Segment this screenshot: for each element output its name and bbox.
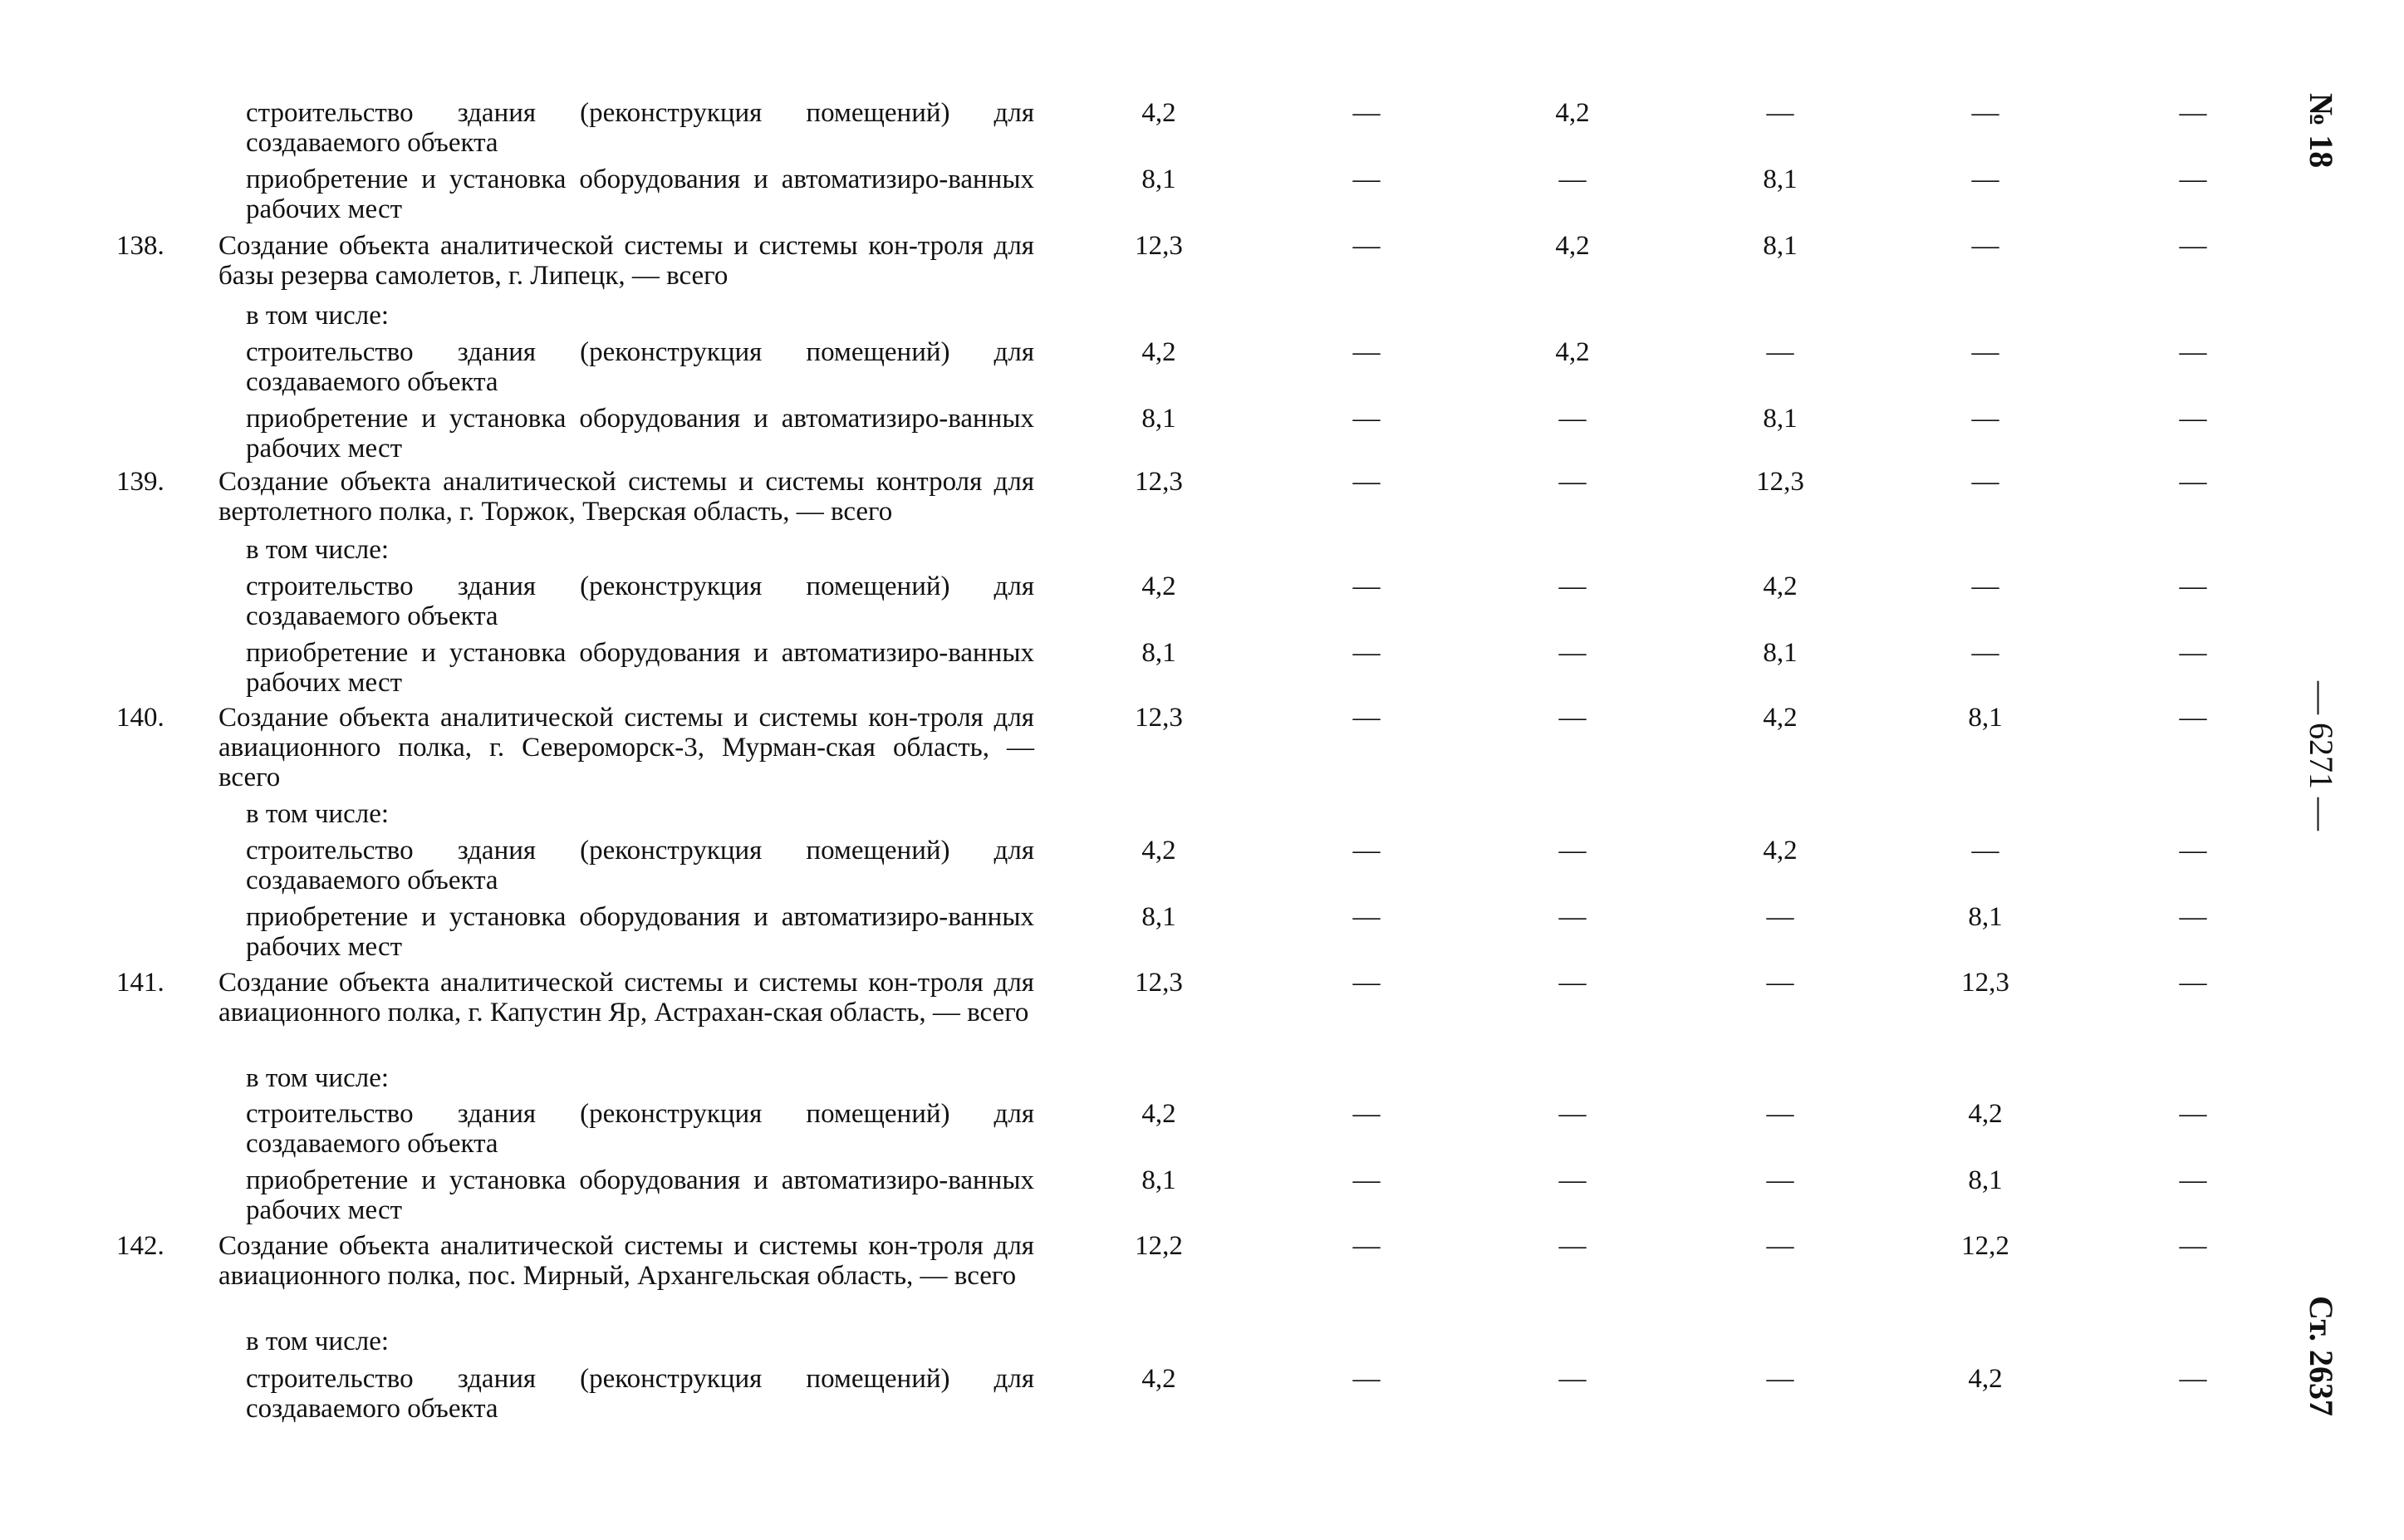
row-description: в том числе: (246, 1327, 390, 1356)
value-cell: — (1971, 836, 1999, 866)
value-cell: — (1558, 703, 1587, 733)
value-cell: — (1971, 231, 1999, 261)
value-cell: 8,1 (1141, 404, 1176, 434)
value-cell: — (1971, 404, 1999, 434)
value-cell: — (1352, 1099, 1381, 1129)
value-cell: — (2179, 1231, 2207, 1261)
row-description: приобретение и установка оборудования и автоматизиро-ванных рабочих мест (246, 404, 1034, 463)
value-cell: — (1352, 1364, 1381, 1394)
row-description: строительство здания (реконструкция помещений) для создаваемого объекта (246, 836, 1034, 895)
value-cell: 4,2 (1968, 1099, 2003, 1129)
value-cell: — (2179, 836, 2207, 866)
row-description: строительство здания (реконструкция помещений) для создаваемого объекта (246, 98, 1034, 158)
value-cell: 4,2 (1141, 836, 1176, 866)
value-cell: 8,1 (1763, 638, 1798, 668)
value-cell: 4,2 (1141, 337, 1176, 367)
value-cell: 12,3 (1135, 968, 1183, 998)
value-cell: — (1352, 467, 1381, 497)
value-cell: — (1558, 404, 1587, 434)
item-number: 142. (116, 1231, 164, 1261)
row-description: в том числе: (246, 535, 390, 565)
value-cell: 8,1 (1763, 164, 1798, 194)
value-cell: — (2179, 703, 2207, 733)
value-cell: — (1352, 164, 1381, 194)
value-cell: 8,1 (1968, 1165, 2003, 1195)
value-cell: — (1766, 337, 1794, 367)
row-description: строительство здания (реконструкция помещений) для создаваемого объекта (246, 1099, 1034, 1159)
value-cell: — (1352, 1231, 1381, 1261)
row-description: приобретение и установка оборудования и автоматизиро-ванных рабочих мест (246, 1165, 1034, 1225)
value-cell: — (1766, 1364, 1794, 1394)
value-cell: 12,2 (1961, 1231, 2009, 1261)
value-cell: — (2179, 404, 2207, 434)
value-cell: — (1558, 1165, 1587, 1195)
value-cell: — (1352, 404, 1381, 434)
value-cell: — (2179, 1165, 2207, 1195)
value-cell: — (2179, 968, 2207, 998)
value-cell: — (2179, 467, 2207, 497)
value-cell: 4,2 (1763, 703, 1798, 733)
value-cell: — (1558, 164, 1587, 194)
value-cell: — (2179, 1364, 2207, 1394)
value-cell: 4,2 (1763, 571, 1798, 601)
value-cell: — (2179, 98, 2207, 128)
value-cell: 12,3 (1135, 703, 1183, 733)
value-cell: — (1971, 638, 1999, 668)
value-cell: 4,2 (1555, 231, 1590, 261)
value-cell: — (1971, 337, 1999, 367)
value-cell: 8,1 (1141, 638, 1176, 668)
value-cell: 4,2 (1141, 1099, 1176, 1129)
value-cell: — (1766, 902, 1794, 932)
value-cell: 12,3 (1135, 467, 1183, 497)
value-cell: — (1558, 1231, 1587, 1261)
value-cell: — (1352, 968, 1381, 998)
value-cell: — (2179, 571, 2207, 601)
row-description: Создание объекта аналитической системы и системы кон-троля для авиационного полка, г. Североморск-3, Мурман-ская область, — всего (218, 703, 1034, 792)
row-description: в том числе: (246, 301, 390, 331)
value-cell: — (2179, 164, 2207, 194)
value-cell: — (1352, 337, 1381, 367)
value-cell: 8,1 (1763, 404, 1798, 434)
value-cell: 4,2 (1141, 1364, 1176, 1394)
value-cell: — (1558, 902, 1587, 932)
value-cell: 4,2 (1555, 337, 1590, 367)
value-cell: — (1971, 98, 1999, 128)
value-cell: — (1971, 164, 1999, 194)
value-cell: 12,3 (1961, 968, 2009, 998)
row-description: в том числе: (246, 799, 390, 829)
value-cell: — (1766, 1165, 1794, 1195)
value-cell: — (1352, 638, 1381, 668)
value-cell: 8,1 (1968, 902, 2003, 932)
value-cell: — (1558, 836, 1587, 866)
value-cell: — (2179, 902, 2207, 932)
issue-number: № 18 (2303, 93, 2340, 169)
value-cell: 8,1 (1141, 1165, 1176, 1195)
value-cell: 8,1 (1141, 164, 1176, 194)
value-cell: — (1766, 98, 1794, 128)
row-description: приобретение и установка оборудования и автоматизиро-ванных рабочих мест (246, 164, 1034, 224)
value-cell: — (1558, 571, 1587, 601)
value-cell: — (1766, 1231, 1794, 1261)
value-cell: 4,2 (1763, 836, 1798, 866)
row-description: строительство здания (реконструкция помещений) для создаваемого объекта (246, 337, 1034, 397)
value-cell: 12,3 (1135, 231, 1183, 261)
value-cell: 12,3 (1756, 467, 1804, 497)
value-cell: 8,1 (1763, 231, 1798, 261)
item-number: 140. (116, 703, 164, 733)
value-cell: — (1558, 968, 1587, 998)
value-cell: 8,1 (1141, 902, 1176, 932)
value-cell: 4,2 (1555, 98, 1590, 128)
row-description: Создание объекта аналитической системы и системы кон-троля для авиационного полка, пос. Мирный, Архангельская область, — всего (218, 1231, 1034, 1291)
value-cell: — (2179, 231, 2207, 261)
value-cell: — (2179, 337, 2207, 367)
value-cell: 4,2 (1141, 98, 1176, 128)
value-cell: 12,2 (1135, 1231, 1183, 1261)
value-cell: — (1558, 638, 1587, 668)
row-description: Создание объекта аналитической системы и системы кон-троля для базы резерва самолетов, г. Липецк, — всего (218, 231, 1034, 291)
value-cell: — (1766, 968, 1794, 998)
value-cell: 4,2 (1141, 571, 1176, 601)
value-cell: — (1971, 467, 1999, 497)
value-cell: — (1558, 1364, 1587, 1394)
value-cell: — (1766, 1099, 1794, 1129)
value-cell: — (2179, 638, 2207, 668)
value-cell: — (1352, 1165, 1381, 1195)
value-cell: — (1352, 703, 1381, 733)
value-cell: — (1971, 571, 1999, 601)
value-cell: — (1352, 571, 1381, 601)
value-cell: — (2179, 1099, 2207, 1129)
value-cell: 8,1 (1968, 703, 2003, 733)
row-description: в том числе: (246, 1063, 390, 1093)
value-cell: — (1352, 836, 1381, 866)
page-number: — 6271 — (2303, 681, 2340, 831)
value-cell: 4,2 (1968, 1364, 2003, 1394)
row-description: приобретение и установка оборудования и автоматизиро-ванных рабочих мест (246, 902, 1034, 962)
row-description: строительство здания (реконструкция помещений) для создаваемого объекта (246, 1364, 1034, 1424)
value-cell: — (1352, 231, 1381, 261)
row-description: приобретение и установка оборудования и автоматизиро-ванных рабочих мест (246, 638, 1034, 698)
item-number: 139. (116, 467, 164, 497)
row-description: строительство здания (реконструкция помещений) для создаваемого объекта (246, 571, 1034, 631)
row-description: Создание объекта аналитической системы и системы контроля для вертолетного полка, г. Торжок, Тверская область, — всего (218, 467, 1034, 527)
article-number: Ст. 2637 (2303, 1296, 2340, 1416)
value-cell: — (1352, 98, 1381, 128)
value-cell: — (1558, 467, 1587, 497)
value-cell: — (1352, 902, 1381, 932)
item-number: 138. (116, 231, 164, 261)
value-cell: — (1558, 1099, 1587, 1129)
item-number: 141. (116, 968, 164, 998)
row-description: Создание объекта аналитической системы и системы кон-троля для авиационного полка, г. Капустин Яр, Астрахан-ская область, — всего (218, 968, 1034, 1027)
